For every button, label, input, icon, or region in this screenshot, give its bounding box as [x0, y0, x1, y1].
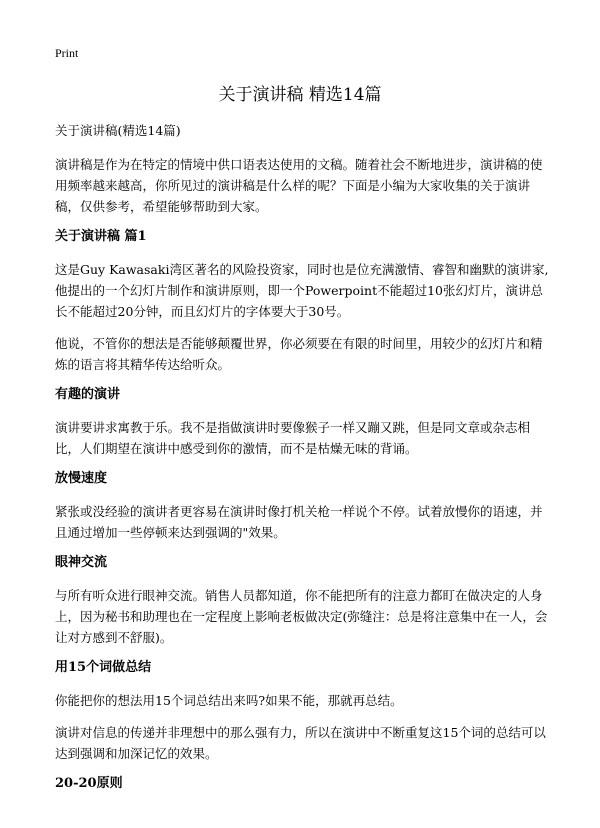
paragraph: 紧张或没经验的演讲者更容易在演讲时像打机关枪一样说个不停。试着放慢你的语速，并且通过增加一些停顿来达到强调的"效果。	[55, 504, 543, 540]
paragraph: 你能把你的想法用15个词总结出来吗?如果不能，那就再总结。	[55, 693, 403, 708]
section-heading: 用15个词做总结	[55, 660, 152, 675]
section-heading: 20-20原则	[55, 776, 123, 791]
section-heading: 放慢速度	[55, 471, 108, 486]
paragraph: 与所有听众进行眼神交流。销售人员都知道，你不能把所有的注意力都盯在做决定的人身上，因为秘书和助理也在一定程度上影响老板做决定(弥缝注：总是将注意集中在一人，会让对方感到不舒服)。	[55, 588, 548, 645]
document-body	[55, 122, 550, 806]
paragraph: 这是Guy Kawasaki湾区著名的风险投资家，同时也是位充满激情、睿智和幽默的演讲家,他提出的一个幻灯片制作和演讲原则，即一个Powerpoint不能超过10张幻灯片，演讲总长不能超过20分钟，而且幻灯片的字体要大于30号。	[55, 262, 549, 319]
paragraph: 演讲对信息的传递并非理想中的那么强有力，所以在演讲中不断重复这15个词的总结可以达到强调和加深记忆的效果。	[55, 725, 546, 761]
paragraph: 他说，不管你的想法是否能够颠覆世界，你必须要在有限的时间里，用较少的幻灯片和精炼的语言将其精华传达给听众。	[55, 336, 543, 372]
page-title: 关于演讲稿 精选14篇	[218, 85, 382, 105]
section-heading: 关于演讲稿 篇1	[55, 229, 147, 244]
intro-paragraph: 演讲稿是作为在特定的情境中供口语表达使用的文稿。随着社会不断地进步，演讲稿的使用频率越来越高，你所见过的演讲稿是什么样的呢？下面是小编为大家收集的关于演讲稿，仅供参考，希望能够帮助到大家。	[55, 157, 543, 214]
section-heading: 眼神交流	[55, 555, 108, 570]
document-subtitle: 关于演讲稿(精选14篇)	[55, 123, 181, 138]
print-label: Print	[55, 46, 79, 60]
section-heading: 有趣的演讲	[55, 387, 121, 402]
paragraph: 演讲要讲求寓教于乐。我不是指做演讲时要像猴子一样又蹦又跳，但是同文章或杂志相比，人们期望在演讲中感受到你的激情，而不是枯燥无味的背诵。	[55, 420, 531, 456]
